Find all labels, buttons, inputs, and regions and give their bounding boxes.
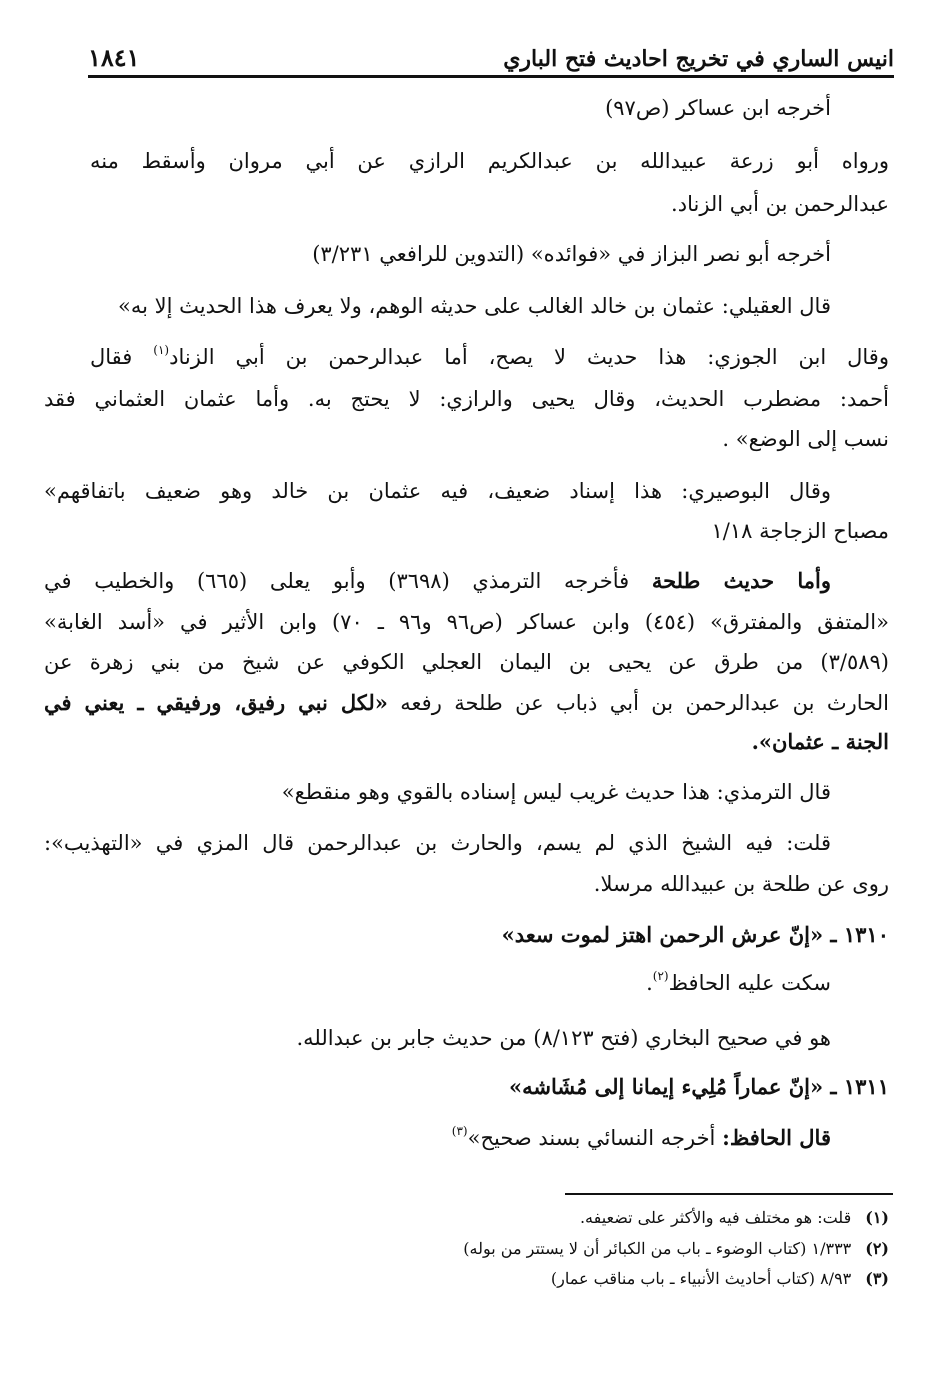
text-line (44, 689, 889, 717)
hadith-heading: ١٣١١ ـ «إنّ عماراً مُلِيء إيمانا إلى مُشَاشه» (508, 1074, 889, 1099)
text-line: قال الترمذي: هذا حديث غريب ليس إسناده بالقوي وهو منقطع» (281, 780, 831, 804)
text-line: وقال البوصيري: هذا إسناد ضعيف، فيه عثمان بن خالد وهو ضعيف باتفاقهم» (44, 479, 831, 503)
text-segment: «لكل نبي رفيق، ورفيقي ـ يعني في (44, 690, 388, 715)
text-line (646, 969, 831, 997)
page-header (88, 30, 894, 72)
text-segment: . (646, 971, 653, 995)
footnote-marker: (٣) (451, 1124, 468, 1138)
footnote (551, 1268, 889, 1290)
footnote-marker: (٢) (652, 969, 669, 983)
text-segment: فأخرجه الترمذي (٣٦٩٨) وأبو يعلى (٦٦٥) والخطيب في (44, 569, 652, 593)
footnote-marker: (١) (153, 343, 170, 357)
text-line: أحمد: مضطرب الحديث، وقال يحيى والرازي: لا يحتج به. وأما عثمان العثماني فقد (44, 387, 889, 411)
text-line (90, 343, 889, 371)
footnote (580, 1207, 889, 1229)
text-segment: سكت عليه الحافظ (668, 971, 831, 995)
text-line: هو في صحيح البخاري (فتح ٨/١٢٣) من حديث جابر بن عبدالله. (296, 1026, 831, 1050)
text-line: (٣/٥٨٩) من طرق عن يحيى بن اليمان العجلي الكوفي عن شيخ من بني زهرة عن (44, 650, 889, 674)
text-segment: الحارث بن عبدالرحمن بن أبي ذباب عن طلحة رفعه (387, 691, 889, 715)
footnote-number: (٣) (865, 1269, 889, 1288)
text-line: قلت: فيه الشيخ الذي لم يسم، والحارث بن عبدالرحمن قال المزي في «التهذيب»: (44, 831, 831, 855)
text-line: الجنة ـ عثمان». (751, 729, 889, 754)
footnote (463, 1238, 889, 1260)
text-segment: فقال (90, 345, 154, 369)
text-line (452, 1124, 831, 1152)
footnote-number: (١) (865, 1208, 889, 1227)
text-line: ورواه أبو زرعة عبيدالله بن عبدالكريم الرازي عن أبي مروان وأسقط منه (90, 149, 889, 173)
text-segment: أخرجه النسائي بسند صحيح» (467, 1126, 723, 1150)
footnote-text: قلت: هو مختلف فيه والأكثر على تضعيفه. (579, 1208, 852, 1227)
header-rule (88, 75, 894, 78)
footnote-rule (565, 1193, 893, 1195)
text-segment: وقال ابن الجوزي: هذا حديث لا يصح، أما عبدالرحمن بن أبي الزناد (169, 345, 889, 369)
hadith-heading: ١٣١٠ ـ «إنّ عرش الرحمن اهتز لموت سعد» (501, 922, 889, 947)
text-line: روى عن طلحة بن عبيدالله مرسلا. (593, 872, 889, 896)
text-line (44, 567, 831, 595)
text-line: نسب إلى الوضع» . (722, 427, 889, 451)
footnote-number: (٢) (865, 1239, 889, 1258)
footnote-text: ٨/٩٣ (كتاب أحاديث الأنبياء ـ باب مناقب عمار) (550, 1269, 852, 1288)
text-segment: قال الحافظ: (722, 1125, 831, 1150)
text-line: «المتفق والمفترق» (٤٥٤) وابن عساكر (ص٩٦ و٩٦ ـ ٧٠) وابن الأثير في «أسد الغابة» (44, 610, 889, 634)
text-line: قال العقيلي: عثمان بن خالد الغالب على حديثه الوهم، ولا يعرف هذا الحديث إلا به» (117, 294, 831, 318)
footnote-text: ١/٣٣٣ (كتاب الوضوء ـ باب من الكبائر أن لا يستتر من بوله) (463, 1239, 852, 1258)
text-line: أخرجه ابن عساكر (ص٩٧) (605, 96, 831, 120)
text-segment: وأما حديث طلحة (651, 568, 831, 593)
running-title: انيس الساري في تخريج احاديث فتح الباري (503, 46, 894, 72)
text-line: أخرجه أبو نصر البزاز في «فوائده» (التدوين للرافعي ٣/٢٣١) (312, 242, 831, 266)
text-line: عبدالرحمن بن أبي الزناد. (671, 192, 889, 216)
text-line: مصباح الزجاجة ١/١٨ (711, 519, 889, 543)
page-number: ١٨٤١ (88, 43, 140, 72)
